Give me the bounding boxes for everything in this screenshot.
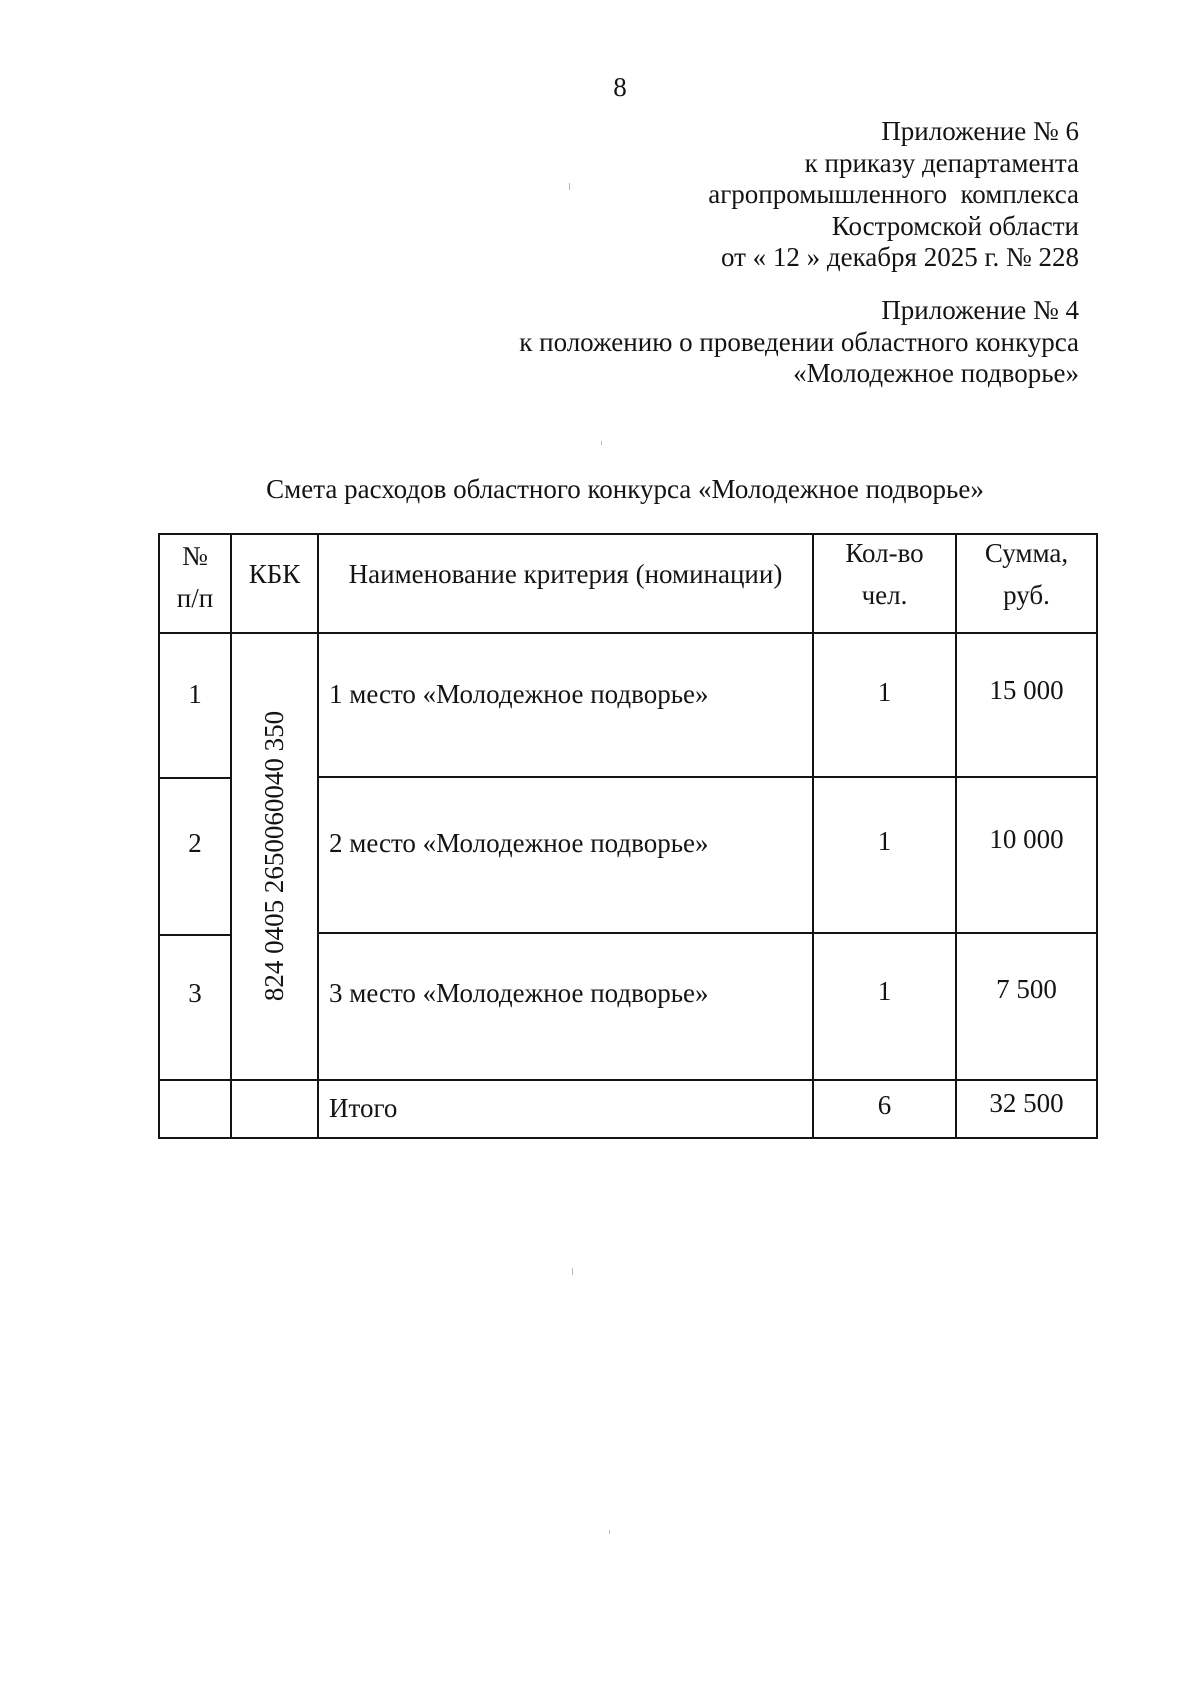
table-row-name: 2 место «Молодежное подворье» (329, 828, 709, 858)
appendix-4-line: Приложение № 4 (881, 295, 1079, 325)
appendix-6-line: Приложение № 6 (881, 116, 1079, 146)
scan-speck (569, 183, 570, 190)
header-count-line: чел. (861, 580, 908, 610)
appendix-6-header (708, 116, 1079, 274)
table-col-divider (230, 533, 232, 1139)
page-number: 8 (613, 72, 627, 102)
header-count (814, 535, 955, 613)
document-title: Смета расходов областного конкурса «Молодежное подворье» (266, 474, 984, 504)
table-row-num: 3 (188, 978, 202, 1008)
header-name: Наименование критерия (номинации) (348, 559, 783, 589)
total-sum: 32 500 (989, 1088, 1064, 1118)
header-count-line: Кол-во (845, 538, 924, 568)
table-border-right (1096, 533, 1098, 1139)
appendix-4-header (519, 295, 1079, 390)
table-row-count: 1 (877, 826, 892, 856)
table-row-sum: 10 000 (989, 824, 1064, 854)
table-row-divider (158, 934, 230, 936)
appendix-6-line: к приказу департамента (804, 147, 1079, 178)
appendix-4-line: к положению о проведении областного конкурса (519, 326, 1079, 357)
table-row-name: 3 место «Молодежное подворье» (329, 978, 709, 1008)
scan-speck (609, 1530, 610, 1534)
table-row-divider (318, 776, 1098, 778)
header-sum-line: руб. (1003, 580, 1050, 610)
table-row-num: 1 (188, 679, 202, 709)
table-row-divider (318, 932, 1098, 934)
scan-speck (601, 441, 602, 445)
kbk-code: 824 0405 2650060040 350 (259, 710, 289, 1002)
table-header-divider (158, 632, 1098, 634)
header-num-line: № (182, 541, 208, 571)
header-sum (957, 535, 1096, 613)
table-row-sum: 15 000 (989, 675, 1064, 705)
scan-speck (572, 1268, 573, 1275)
table-row-count: 1 (877, 976, 892, 1006)
header-num (160, 538, 230, 616)
table-total-divider (158, 1079, 1098, 1081)
table-row-divider (158, 777, 230, 779)
header-num-line: п/п (176, 583, 214, 613)
table-row-sum: 7 500 (996, 974, 1057, 1004)
appendix-6-line: от « 12 » декабря 2025 г. № 228 (720, 242, 1079, 272)
total-label: Итого (329, 1093, 398, 1123)
header-kbk: КБК (248, 559, 301, 589)
table-row-name: 1 место «Молодежное подворье» (329, 679, 709, 709)
table-row-num: 2 (188, 828, 202, 858)
header-sum-line: Сумма, (984, 538, 1069, 568)
appendix-6-line: Костромской области (831, 210, 1079, 241)
total-count: 6 (877, 1090, 892, 1120)
appendix-6-line: агропромышленного комплекса (708, 179, 1079, 209)
table-col-divider (317, 533, 319, 1139)
table-row-count: 1 (877, 677, 892, 707)
appendix-4-line: «Молодежное подворье» (793, 358, 1079, 388)
table-border-bottom (158, 1137, 1098, 1139)
